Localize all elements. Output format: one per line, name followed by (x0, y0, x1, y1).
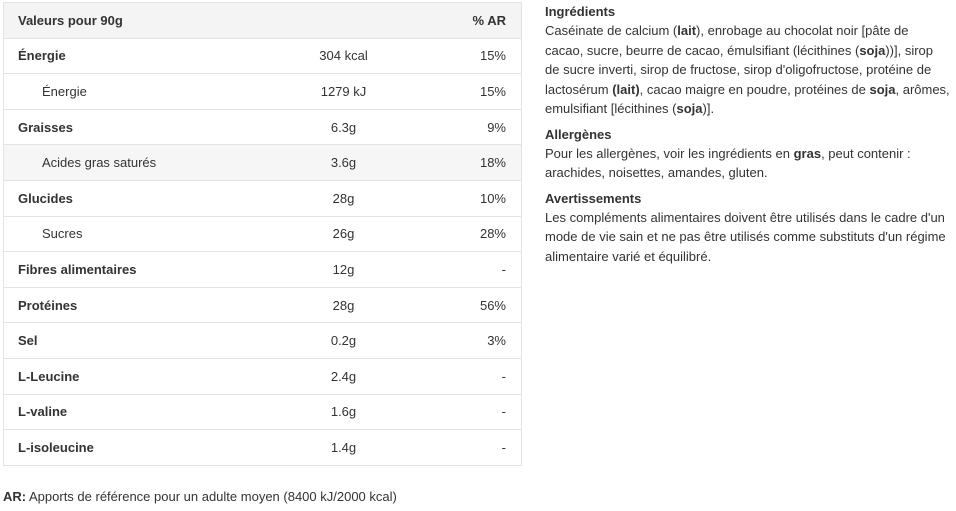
allergens-text (545, 144, 950, 183)
ingredients-text-part: Caséinate de calcium ( (545, 23, 678, 38)
ingredients-text-part: ))], sirop de sucre inverti, sirop de fructose, sirop d'oligofructose, protéine de lactosérum (545, 42, 934, 97)
header-value (264, 3, 424, 39)
table-row (4, 358, 522, 394)
row-label: Énergie (4, 74, 264, 110)
row-ar: - (424, 358, 522, 394)
allergen-highlight: (lait) (612, 81, 640, 97)
table-row (4, 287, 522, 323)
row-value: 6.3g (264, 109, 424, 145)
row-ar: 15% (424, 74, 522, 110)
allergen-highlight: soja (676, 101, 703, 116)
ingredients-text-part: , arômes, emulsifiant [lécithines ( (545, 81, 950, 116)
allergens-title: Allergènes (545, 126, 612, 142)
row-value: 12g (264, 252, 424, 288)
ingredients-text-part: ), enrobage au chocolat noir [pâte de cacao, sucre, beurre de cacao, émulsifiant (lécithines ( (545, 23, 909, 58)
row-value: 1.6g (264, 394, 424, 430)
table-row (4, 252, 522, 288)
table-row (4, 394, 522, 430)
row-ar: 56% (424, 287, 522, 323)
allergen-highlight: lait (677, 23, 697, 38)
row-label: Graisses (4, 109, 264, 145)
row-label: Sel (4, 323, 264, 359)
row-value: 1.4g (264, 430, 424, 466)
row-label: Énergie (4, 38, 264, 74)
row-value: 0.2g (264, 323, 424, 359)
table-row (4, 216, 522, 252)
header-ar: % AR (424, 3, 522, 39)
row-ar: 15% (424, 38, 522, 74)
ingredients-text (545, 21, 950, 119)
table-row (4, 74, 522, 110)
header-serving: Valeurs pour 90g (4, 3, 264, 39)
nutrition-table (3, 2, 522, 466)
row-value: 3.6g (264, 145, 424, 181)
allergens-text-part: , peut contenir : arachides, noisettes, amandes, gluten. (545, 145, 911, 180)
table-row (4, 109, 522, 145)
row-label: Fibres alimentaires (4, 252, 264, 288)
row-ar: - (424, 394, 522, 430)
table-row (4, 145, 522, 181)
allergens-text-part: Pour les allergènes, voir les ingrédients en (545, 145, 794, 161)
row-label: Protéines (4, 287, 264, 323)
footnote-text: Apports de référence pour un adulte moyen (8400 kJ/2000 kcal) (26, 489, 397, 504)
row-label: L-isoleucine (4, 430, 264, 466)
row-value: 28g (264, 287, 424, 323)
row-ar: 28% (424, 216, 522, 252)
ingredients-section (545, 3, 950, 119)
row-label: L-Leucine (4, 358, 264, 394)
table-row (4, 180, 522, 216)
footnote-abbr: AR: (3, 489, 27, 504)
row-value: 26g (264, 216, 424, 252)
nutrition-panel (3, 2, 521, 466)
row-value: 1279 kJ (264, 74, 424, 110)
table-row (4, 38, 522, 74)
row-ar: 9% (424, 109, 522, 145)
row-value: 2.4g (264, 358, 424, 394)
row-label: L-valine (4, 394, 264, 430)
row-value: 304 kcal (264, 38, 424, 74)
ingredients-text-part: , cacao maigre en poudre, protéines de (639, 81, 870, 97)
table-row (4, 323, 522, 359)
table-header-row (4, 3, 522, 39)
row-ar: 10% (424, 180, 522, 216)
allergens-section (545, 126, 950, 183)
row-ar: - (424, 430, 522, 466)
row-label: Glucides (4, 180, 264, 216)
warnings-text: Les compléments alimentaires doivent être utilisés dans le cadre d'un mode de vie sain et ne pas être utilisés comme substituts d'un régime alimentaire varié et équilibré. (545, 209, 946, 264)
row-ar: - (424, 252, 522, 288)
warnings-title: Avertissements (545, 190, 642, 206)
row-label: Sucres (4, 216, 264, 252)
table-row (4, 430, 522, 466)
product-info-panel (545, 3, 950, 273)
ar-footnote (3, 489, 397, 504)
row-label: Acides gras saturés (4, 145, 264, 181)
ingredients-text-part: )]. (702, 101, 715, 116)
row-ar: 3% (424, 323, 522, 359)
row-value: 28g (264, 180, 424, 216)
allergen-highlight: soja (859, 42, 886, 58)
bold-keyword: gras (793, 145, 822, 161)
ingredients-title: Ingrédients (545, 4, 616, 19)
row-ar: 18% (424, 145, 522, 181)
allergen-highlight: soja (869, 81, 896, 97)
warnings-section (545, 190, 950, 267)
